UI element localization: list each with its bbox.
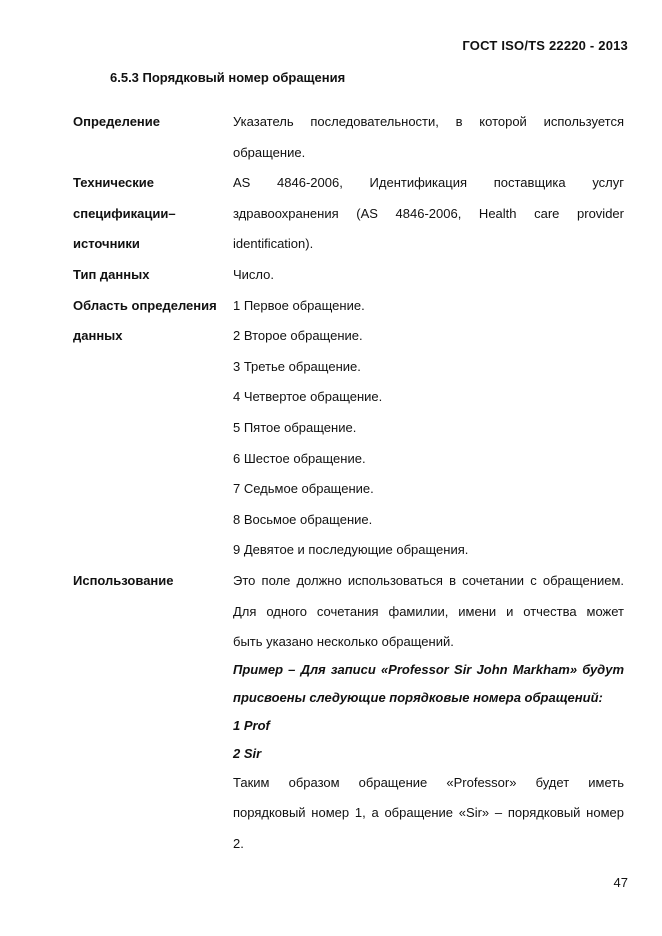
term-technical-sources (73, 168, 233, 260)
term-definition: Определение (73, 114, 161, 129)
list-item: 4 Четвертое обращение. (233, 389, 383, 405)
usage-line-2: Для одного сочетания фамилии, имени и отчества может (233, 603, 624, 619)
technical-line-2: здравоохранения (AS 4846-2006, Health care provider (233, 205, 624, 221)
list-item: 1 Первое обращение. (233, 297, 365, 313)
list-item: 8 Восьмое обращение. (233, 511, 373, 527)
usage-text (233, 566, 624, 860)
term-data-type: Тип данных (73, 266, 150, 282)
term-value-domain (73, 291, 233, 566)
row-data-type (73, 260, 624, 291)
row-definition (73, 107, 624, 168)
definition-line-2: обращение. (233, 144, 306, 160)
term-domain-line-2: данных (73, 328, 123, 344)
usage-line-1: Это поле должно использоваться в сочетании с обращением. (233, 572, 624, 588)
usage-line-5: порядковый номер 1, а обращение «Sir» – порядковый номер (233, 805, 624, 821)
value-domain-list (233, 291, 624, 566)
page-number: 47 (613, 875, 628, 890)
technical-sources-text (233, 168, 624, 260)
example-line-4: 2 Sir (233, 745, 262, 761)
term-technical-line-2: спецификации– (73, 205, 176, 221)
list-item: 2 Второе обращение. (233, 328, 363, 344)
technical-line-1: AS 4846-2006, Идентификация поставщика услуг (233, 175, 624, 191)
list-item: 5 Пятое обращение. (233, 419, 357, 435)
list-item: 7 Седьмое обращение. (233, 481, 374, 497)
row-technical-sources (73, 168, 624, 260)
example-line-1: Пример – Для записи «Professor Sir John Markham» будут (233, 661, 624, 677)
term-usage: Использование (73, 572, 174, 588)
example-line-3: 1 Prof (233, 717, 270, 733)
data-type-value: Число. (233, 266, 274, 282)
term-technical-line-1: Технические (73, 175, 154, 191)
row-value-domain (73, 291, 624, 566)
document-header: ГОСТ ISO/TS 22220 - 2013 (462, 38, 628, 53)
list-item: 3 Третье обращение. (233, 358, 361, 374)
term-domain-line-1: Область определения (73, 297, 217, 313)
definition-text (233, 107, 624, 168)
example-line-2: присвоены следующие порядковые номера обращений: (233, 689, 603, 705)
row-usage (73, 566, 624, 860)
list-item: 9 Девятое и последующие обращения. (233, 542, 469, 558)
attribute-table (73, 107, 624, 859)
usage-line-3: быть указано несколько обращений. (233, 634, 454, 650)
term-technical-line-3: источники (73, 236, 140, 252)
usage-line-4: Таким образом обращение «Professor» будет иметь (233, 774, 624, 790)
technical-line-3: identification). (233, 236, 314, 252)
list-item: 6 Шестое обращение. (233, 450, 366, 466)
definition-line-1: Указатель последовательности, в которой используется (233, 114, 624, 129)
section-title: 6.5.3 Порядковый номер обращения (110, 70, 346, 85)
usage-line-6: 2. (233, 835, 244, 851)
